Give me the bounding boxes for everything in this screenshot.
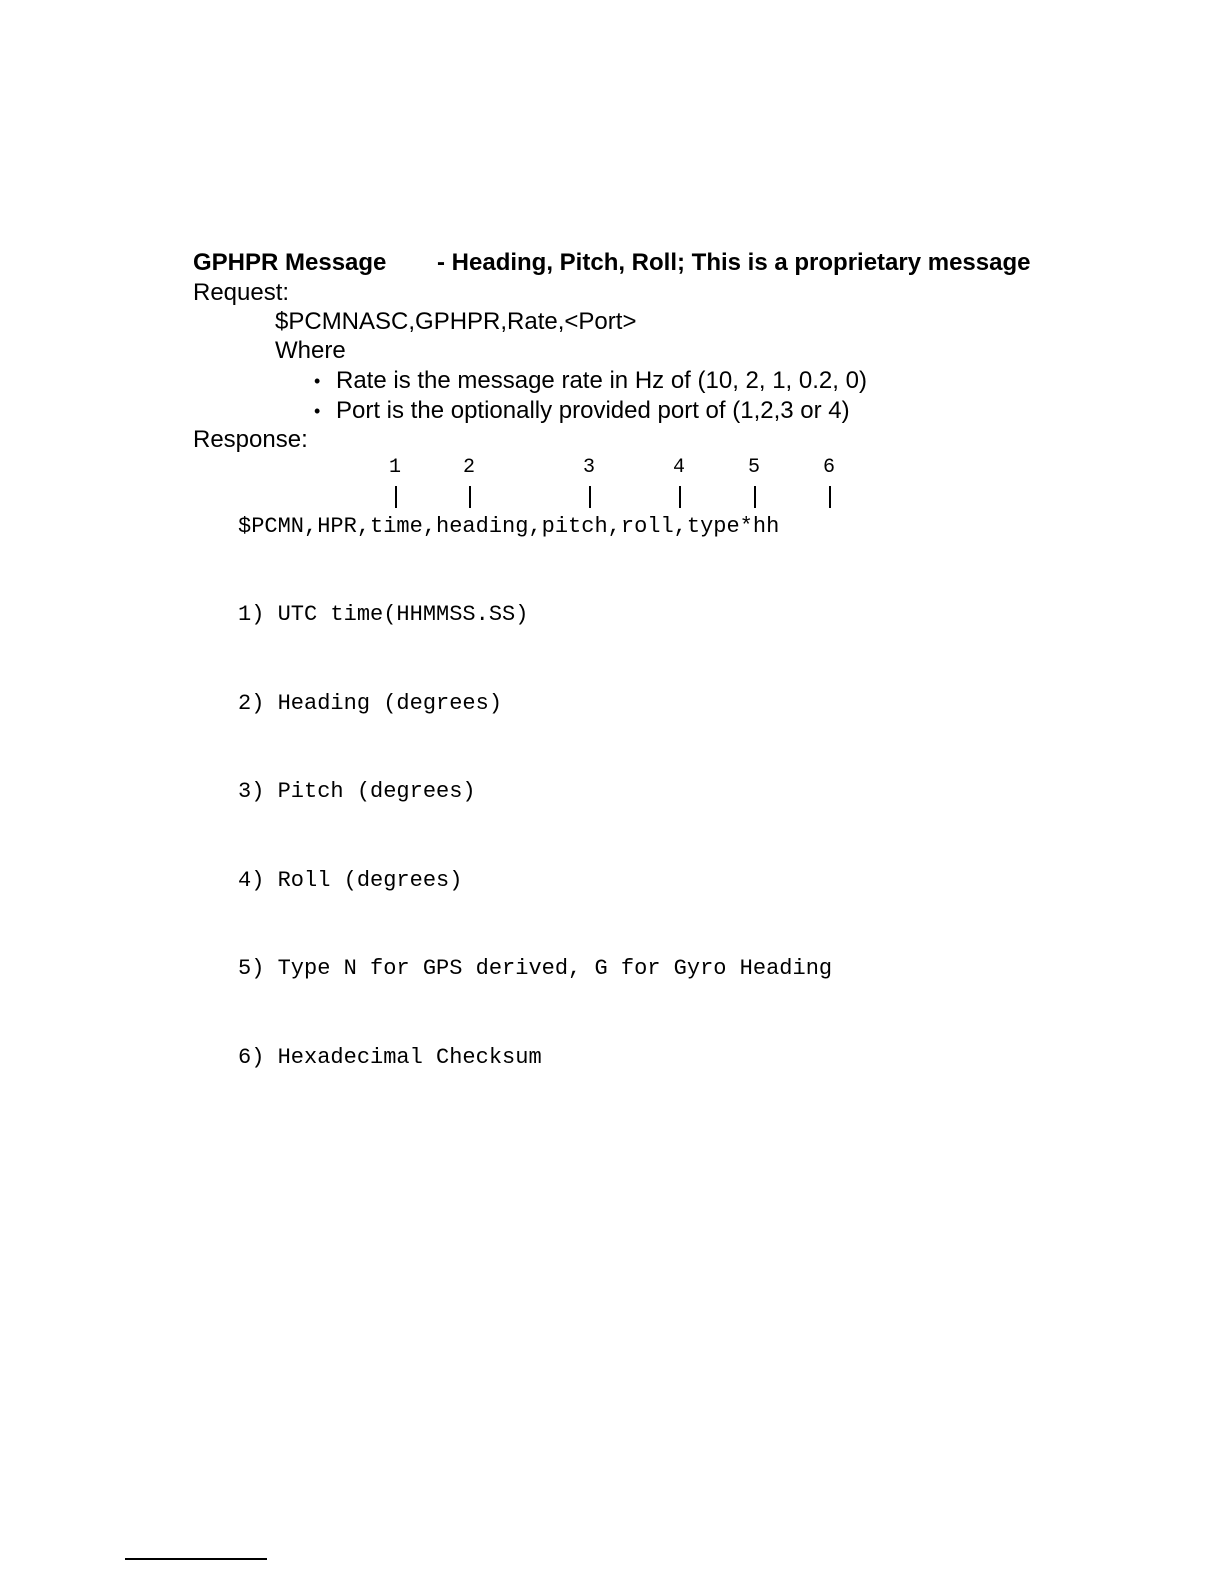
field-number: 5	[748, 456, 761, 479]
bullet-icon: •	[314, 401, 321, 421]
list-item: 3) Pitch (degrees)	[238, 779, 476, 804]
list-item: 4) Roll (degrees)	[238, 867, 463, 893]
footnote-separator	[125, 1558, 267, 1560]
field-number: 1	[389, 456, 402, 479]
field-definitions	[238, 541, 832, 1131]
field-tick	[829, 486, 831, 508]
request-command: $PCMNASC,GPHPR,Rate,<Port>	[275, 308, 637, 335]
field-tick	[679, 486, 681, 508]
field-number: 4	[673, 456, 686, 479]
bullet-text: Port is the optionally provided port of (1,2,3 or 4)	[336, 397, 850, 424]
field-number: 2	[463, 456, 476, 479]
message-description: - Heading, Pitch, Roll; This is a proprietary message	[437, 249, 1031, 276]
response-sentence: $PCMN,HPR,time,heading,pitch,roll,type*hh	[238, 514, 780, 539]
response-label: Response:	[193, 426, 308, 453]
field-tick	[589, 486, 591, 508]
bullet-icon: •	[314, 371, 321, 391]
list-item: 2) Heading (degrees)	[238, 690, 503, 716]
field-tick	[469, 486, 471, 508]
parameter-list	[314, 366, 867, 426]
request-label: Request:	[193, 279, 290, 306]
where-label: Where	[275, 337, 346, 364]
list-item: 6) Hexadecimal Checksum	[238, 1044, 542, 1070]
message-name: GPHPR Message	[193, 249, 387, 276]
field-number: 3	[583, 456, 596, 479]
list-item	[314, 396, 867, 426]
message-heading	[193, 248, 1031, 278]
field-tick	[395, 486, 397, 508]
list-item: 5) Type N for GPS derived, G for Gyro Heading	[238, 956, 833, 981]
list-item: 1) UTC time(HHMMSS.SS)	[238, 602, 529, 627]
field-number: 6	[823, 456, 836, 479]
field-tick	[754, 486, 756, 508]
list-item	[314, 366, 867, 396]
bullet-text: Rate is the message rate in Hz of (10, 2, 1, 0.2, 0)	[336, 367, 867, 394]
